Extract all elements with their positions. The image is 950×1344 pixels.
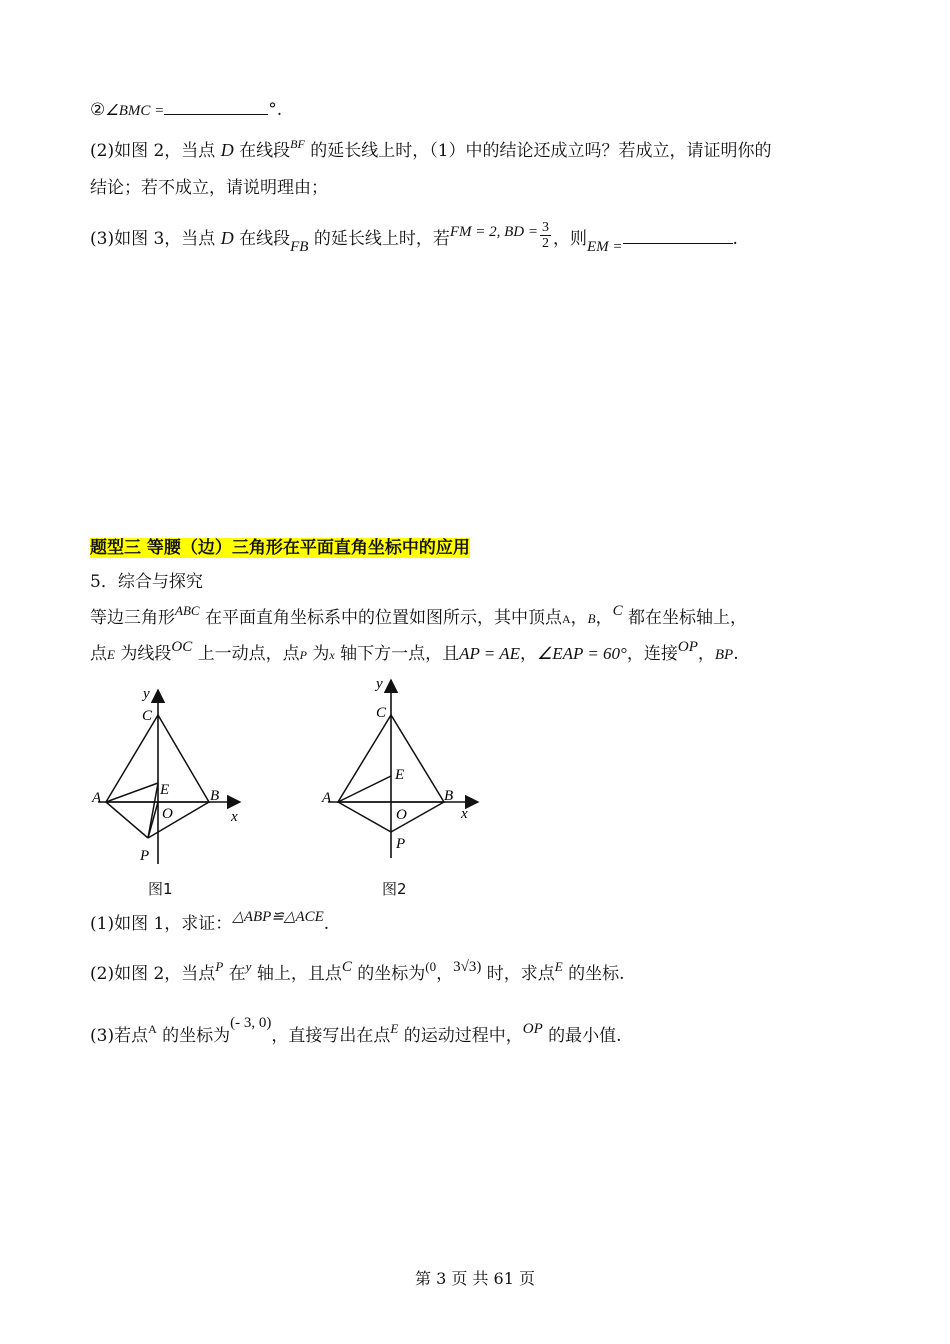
- fig1-segment-ap: [106, 802, 148, 838]
- answer-blank-angle: [164, 100, 268, 115]
- fig1-label-p: P: [140, 848, 150, 864]
- question-5-stem-line2: 点E 为线段OC 上一动点，点P 为x 轴下方一点，且AP = AE，∠EAP = 60°，连接OP，BP.: [90, 639, 739, 664]
- fig1-label-a: A: [92, 790, 102, 806]
- fig1-label-y: y: [143, 686, 150, 702]
- fig1-label-c: C: [142, 708, 153, 724]
- fig1-segment-pe: [148, 783, 158, 838]
- prev-part-2-line: ②∠BMC = °.: [90, 100, 283, 120]
- fig2-label-e: E: [395, 767, 405, 783]
- question-5-part-1: (1)如图 1，求证：△ABP≌△ACE.: [90, 909, 330, 934]
- prev-part-b-line: (2)如图 2，当点 D 在线段$^{BF}$ 的延长线上时，（1）中的结论还成立吗？若成立，请证明你的: [90, 137, 772, 161]
- fig1-label-b: B: [210, 788, 220, 804]
- fig2-label-x: x: [461, 806, 468, 822]
- fig2-label-o: O: [396, 807, 407, 823]
- fig2-label-y: y: [376, 676, 383, 692]
- figure-1-caption: 图1: [148, 880, 173, 898]
- figure-1-diagram: [88, 680, 258, 870]
- fig1-segment-ae: [106, 783, 158, 802]
- figure-2-diagram: [318, 672, 488, 862]
- fig2-label-p: P: [396, 836, 406, 852]
- question-5-part-2: (2)如图 2，当点$^P$ 在$^y$ 轴上，且点C 的坐标为$^{(0}$，3√3) 时，求点$^E$ 的坐标.: [90, 959, 625, 984]
- fig1-label-x: x: [231, 809, 238, 825]
- figure-2-caption: 图2: [382, 880, 407, 898]
- fraction-3-2: $\frac{3}{2}$: [542, 220, 550, 251]
- fig1-label-e: E: [160, 782, 170, 798]
- page-footer: 第 3 页 共 61 页: [415, 1269, 535, 1288]
- fig2-label-b: B: [444, 788, 454, 804]
- section-heading: 题型三 等腰（边）三角形在平面直角坐标中的应用: [90, 538, 470, 558]
- fig2-segment-ap: [338, 802, 391, 832]
- prev-part-b-continued: 结论；若不成立，请说明理由；: [90, 178, 328, 198]
- fig2-label-c: C: [376, 705, 387, 721]
- fig2-label-a: A: [322, 790, 332, 806]
- prev-part-c-line: (3)如图 3，当点 D 在线段FB 的延长线上时，若FM = 2, BD = $\frac{3}{2}$ ，则EM = .: [90, 220, 738, 255]
- fig1-label-o: O: [162, 806, 173, 822]
- answer-blank-em: [623, 229, 733, 244]
- question-5-stem-line1: 等边三角形$^{ABC}$ 在平面直角坐标系中的位置如图所示，其中顶点A，B，C 都在坐标轴上，: [90, 603, 748, 628]
- question-5-number: 5．综合与探究: [90, 572, 203, 592]
- question-5-part-3: (3)若点$^A$ 的坐标为(- 3, 0)，直接写出在点$^E$ 的运动过程中，OP 的最小值.: [90, 1015, 622, 1046]
